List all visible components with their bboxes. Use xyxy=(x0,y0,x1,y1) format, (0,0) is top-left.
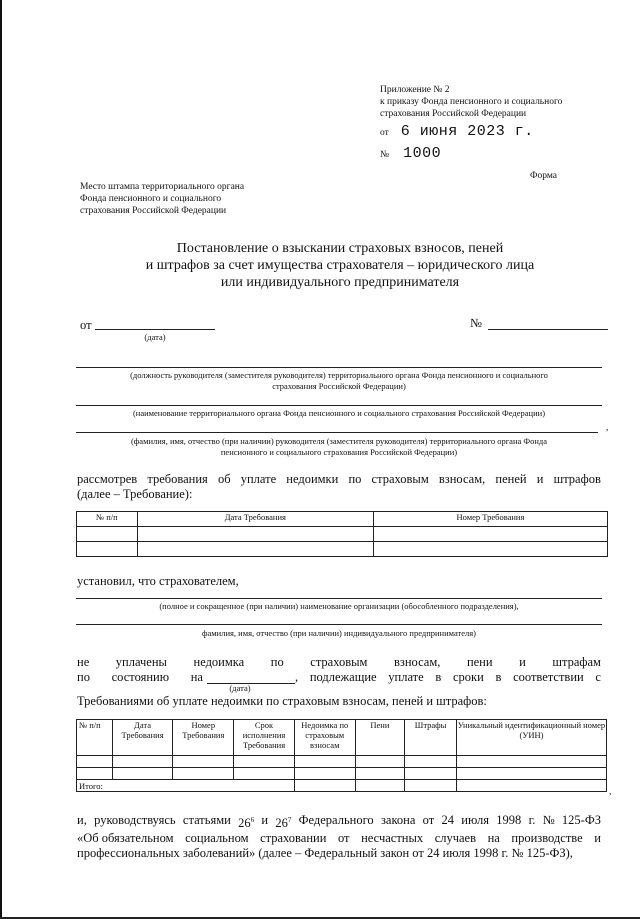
header-cell-uin: Уникальный идентификационный номер (УИН) xyxy=(456,720,606,756)
total-cell-penalties[interactable] xyxy=(355,780,405,792)
word: соответствии xyxy=(513,670,584,684)
word: недоимка xyxy=(193,655,245,669)
paragraph-guided-by xyxy=(77,813,601,861)
official-position-caption xyxy=(76,370,602,392)
official-name-comma: , xyxy=(606,423,609,433)
cell[interactable] xyxy=(456,756,606,768)
arrears-date-field[interactable] xyxy=(207,670,295,684)
article-superscript: 6 xyxy=(250,816,255,824)
requirements-table-header xyxy=(77,512,608,527)
word: по xyxy=(270,655,284,669)
paragraph-requirements-intro: Требованиями об уплате недоимки по страховым взносам, пеней и штрафов: xyxy=(77,694,487,708)
entrepreneur-name-caption: фамилия, имя, отчество (при наличии) индивидуального предпринимателя) xyxy=(202,628,476,638)
word: уплате xyxy=(240,472,277,486)
word: по xyxy=(77,670,90,684)
total-cell-arrears[interactable] xyxy=(294,780,355,792)
word: № xyxy=(542,813,555,827)
word: закона xyxy=(380,813,416,827)
header-cell-req-number: Номер Требования xyxy=(373,512,607,527)
arrears-table xyxy=(76,719,607,792)
word: страховым xyxy=(371,472,429,486)
word: и xyxy=(536,472,544,486)
word: , xyxy=(295,670,299,684)
official-position-caption-2: страхования Российской Федерации) xyxy=(272,381,406,391)
word: подлежащие xyxy=(309,670,377,684)
cell[interactable] xyxy=(77,756,113,768)
title-line-2: и штрафов за счет имущества страхователя – юридического лица xyxy=(145,258,535,273)
header-cell-penalties: Пени xyxy=(355,720,405,756)
cell[interactable] xyxy=(112,756,173,768)
total-label: Итого: xyxy=(77,780,295,792)
word: от xyxy=(422,813,435,827)
cell[interactable] xyxy=(373,542,607,557)
word: Федерального xyxy=(298,813,374,827)
word: в xyxy=(495,670,502,684)
number-label: № xyxy=(470,316,482,330)
word: недоимки xyxy=(286,472,339,486)
organization-name-line[interactable] xyxy=(76,598,602,599)
official-name-line[interactable] xyxy=(76,432,598,433)
paragraph-guided-by-line-1 xyxy=(77,813,601,831)
word: страховым xyxy=(310,655,368,669)
word: на xyxy=(487,831,500,846)
cell[interactable] xyxy=(234,756,295,768)
paragraph-unpaid-line-2-left xyxy=(77,670,203,685)
cell[interactable] xyxy=(234,768,295,780)
cell[interactable] xyxy=(77,527,138,542)
annex-number xyxy=(380,144,441,162)
document-title xyxy=(60,240,620,291)
cell[interactable] xyxy=(294,756,355,768)
word: штрафов xyxy=(553,472,601,486)
word: пени xyxy=(466,655,493,669)
cell[interactable] xyxy=(137,542,373,557)
article-number: 26 xyxy=(238,816,251,831)
annex-date-value: 6 июня 2023 г. xyxy=(400,123,534,140)
arrears-date-caption: (дата) xyxy=(229,683,251,693)
word: взносам, xyxy=(438,472,486,486)
article-number: 26 xyxy=(275,816,288,831)
table-trailing-comma: , xyxy=(609,787,612,797)
word: производстве xyxy=(511,831,583,846)
cell[interactable] xyxy=(355,756,405,768)
paragraph-guided-by-line-2 xyxy=(77,831,601,846)
word: об xyxy=(217,472,231,486)
word: не xyxy=(77,655,90,669)
word: сроки xyxy=(452,670,484,684)
paragraph-unpaid xyxy=(77,655,601,685)
paragraph-unpaid-line-1 xyxy=(77,655,601,670)
header-cell-deadline: Срок исполнения Требования xyxy=(234,720,295,756)
word: 24 xyxy=(441,813,454,827)
annex-date-prefix: от xyxy=(380,128,389,138)
header-cell-arrears: Недоимка по страховым взносам xyxy=(294,720,355,756)
total-cell-uin[interactable] xyxy=(456,780,606,792)
paragraph-considering-line-1 xyxy=(77,472,601,487)
paragraph-unpaid-line-2-right xyxy=(295,670,601,685)
annex-number-prefix: № xyxy=(380,150,390,160)
paragraph-unpaid-line-2 xyxy=(77,670,601,685)
header-cell-date: Дата Требования xyxy=(112,720,173,756)
territorial-body-line[interactable] xyxy=(76,405,602,406)
article-superscript: 7 xyxy=(287,816,292,824)
paragraph-established: установил, что страхователем, xyxy=(77,574,239,588)
stamp-place-line-1: Место штампа территориального органа xyxy=(80,182,245,192)
official-position-line[interactable] xyxy=(76,367,602,368)
cell[interactable] xyxy=(77,542,138,557)
word: уплате xyxy=(388,670,424,684)
stamp-place-line-3: страхования Российской Федерации xyxy=(80,206,227,216)
number-field-line[interactable] xyxy=(488,329,608,330)
word: на xyxy=(190,670,203,684)
word: состоянию xyxy=(111,670,170,684)
organization-name-caption: (полное и сокращенное (при наличии) наименование организации (обособленного подразделения), xyxy=(159,601,519,611)
word: и xyxy=(261,813,269,827)
word: от xyxy=(337,831,350,846)
cell[interactable] xyxy=(294,768,355,780)
table-row xyxy=(77,542,608,557)
word: социальном xyxy=(185,831,249,846)
paragraph-considering xyxy=(77,472,601,502)
word: в xyxy=(435,670,442,684)
article-26-7 xyxy=(275,813,291,831)
word: по xyxy=(348,472,362,486)
annex-block xyxy=(380,84,620,120)
annex-line-2: к приказу Фонда пенсионного и социального xyxy=(380,97,563,107)
header-cell-number: № п/п xyxy=(77,720,113,756)
annex-number-value: 1000 xyxy=(403,145,442,162)
arrears-table-header xyxy=(77,720,607,756)
requirements-table xyxy=(76,511,608,557)
stamp-place xyxy=(80,181,300,217)
paragraph-guided-by-line-3: профессиональных заболеваний» (далее – Федеральный закон от 24 июля 1998 г. № 125-ФЗ), xyxy=(77,846,573,861)
word: страховании xyxy=(260,831,327,846)
cell[interactable] xyxy=(112,768,173,780)
from-label: от xyxy=(80,318,92,332)
word: и, xyxy=(77,813,87,827)
article-26-6 xyxy=(238,813,254,831)
official-name-caption-2: пенсионного и социального страхования Российской Федерации) xyxy=(220,447,458,457)
annex-line-3: страхования Российской Федерации xyxy=(380,109,527,119)
official-name-caption xyxy=(76,436,602,458)
word: пеней xyxy=(495,472,527,486)
word: штрафам xyxy=(552,655,601,669)
word: уплачены xyxy=(115,655,167,669)
stamp-place-line-2: Фонда пенсионного и социального xyxy=(80,194,222,204)
word: июля xyxy=(461,813,489,827)
total-cell-fines[interactable] xyxy=(405,780,457,792)
entrepreneur-name-line[interactable] xyxy=(76,624,602,625)
date-caption: (дата) xyxy=(144,332,166,342)
word: рассмотрев xyxy=(77,472,138,486)
word: взносам, xyxy=(394,655,441,669)
header-cell-number: № п/п xyxy=(77,512,138,527)
title-line-3: или индивидуального предпринимателя xyxy=(220,275,460,290)
table-row xyxy=(77,768,607,780)
header-cell-date: Дата Требования xyxy=(137,512,373,527)
form-label: Форма xyxy=(530,171,558,181)
cell[interactable] xyxy=(405,756,457,768)
cell[interactable] xyxy=(456,768,606,780)
cell[interactable] xyxy=(173,756,234,768)
official-position-caption-1: (должность руководителя (заместителя руководителя) территориального органа Фонда пенсионного и социального xyxy=(130,370,548,380)
word: и xyxy=(594,831,601,846)
scan-left-edge xyxy=(0,0,2,919)
word: и xyxy=(519,655,526,669)
date-field-line[interactable] xyxy=(95,329,215,330)
territorial-body-caption: (наименование территориального органа Фонда пенсионного и социального страхования Российской Федерации) xyxy=(132,408,546,418)
cell[interactable] xyxy=(405,768,457,780)
word: «Об обязательном xyxy=(77,831,174,846)
cell[interactable] xyxy=(373,527,607,542)
paragraph-considering-line-2: (далее – Требование): xyxy=(77,487,193,501)
annex-line-1: Приложение № 2 xyxy=(380,85,450,95)
table-row xyxy=(77,756,607,768)
word: случаев xyxy=(434,831,477,846)
word: несчастных xyxy=(361,831,424,846)
total-row xyxy=(77,780,607,792)
word: с xyxy=(595,670,601,684)
cell[interactable] xyxy=(77,768,113,780)
word: г. xyxy=(528,813,536,827)
word: 125-ФЗ xyxy=(561,813,601,827)
header-cell-fines: Штрафы xyxy=(405,720,457,756)
table-row xyxy=(77,527,608,542)
cell[interactable] xyxy=(355,768,405,780)
cell[interactable] xyxy=(137,527,373,542)
word: руководствуясь xyxy=(94,813,176,827)
official-name-caption-1: (фамилия, имя, отчество (при наличии) руководителя (заместителя руководителя) территориального органа Фонда xyxy=(130,436,548,446)
title-line-1: Постановление о взыскании страховых взносов, пеней xyxy=(176,241,504,256)
word: требования xyxy=(147,472,208,486)
annex-date xyxy=(380,122,534,140)
cell[interactable] xyxy=(173,768,234,780)
header-cell-req-number: Номер Требования xyxy=(173,720,234,756)
word: статьями xyxy=(182,813,231,827)
word: 1998 xyxy=(496,813,522,827)
